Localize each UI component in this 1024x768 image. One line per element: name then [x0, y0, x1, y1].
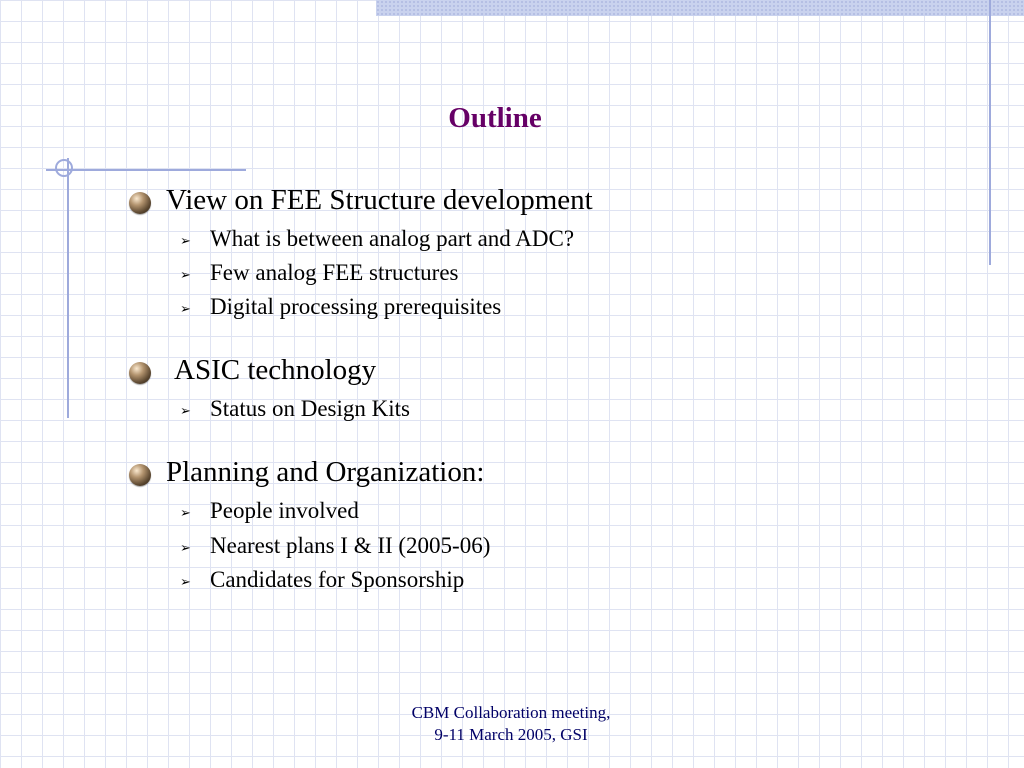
sphere-bullet-icon [129, 464, 151, 486]
sub-item-design-kits: Status on Design Kits [210, 396, 410, 421]
sub-item-nearest-plans: Nearest plans I & II (2005-06) [210, 533, 491, 558]
arrowhead-bullet-icon: ➢ [180, 574, 191, 589]
arrowhead-bullet-icon: ➢ [180, 267, 191, 282]
arrowhead-bullet-icon: ➢ [180, 233, 191, 248]
arrowhead-bullet-icon: ➢ [180, 403, 191, 418]
corner-ring-ornament [55, 159, 73, 177]
horizontal-rule [46, 169, 246, 171]
footer-line-meeting: CBM Collaboration meeting, [411, 703, 611, 722]
sphere-bullet-icon [129, 192, 151, 214]
top-decorative-band [376, 0, 1024, 16]
sub-item-digital-processing: Digital processing prerequisites [210, 294, 502, 319]
section-asic-technology: ASIC technology [174, 354, 377, 386]
sub-item-analog-adc: What is between analog part and ADC? [210, 226, 575, 251]
arrowhead-bullet-icon: ➢ [180, 540, 191, 555]
arrowhead-bullet-icon: ➢ [180, 301, 191, 316]
arrowhead-bullet-icon: ➢ [180, 505, 191, 520]
section-planning: Planning and Organization: [166, 456, 485, 488]
footer-line-date: 9-11 March 2005, GSI [434, 725, 588, 744]
left-vertical-rule [67, 158, 69, 418]
sub-item-sponsorship: Candidates for Sponsorship [210, 567, 465, 592]
section-view-on-fee: View on FEE Structure development [166, 184, 593, 216]
sub-item-people: People involved [210, 498, 359, 523]
slide-footer [360, 702, 662, 746]
sub-item-analog-fee: Few analog FEE structures [210, 260, 459, 285]
slide-title: Outline [448, 102, 542, 134]
sphere-bullet-icon [129, 362, 151, 384]
